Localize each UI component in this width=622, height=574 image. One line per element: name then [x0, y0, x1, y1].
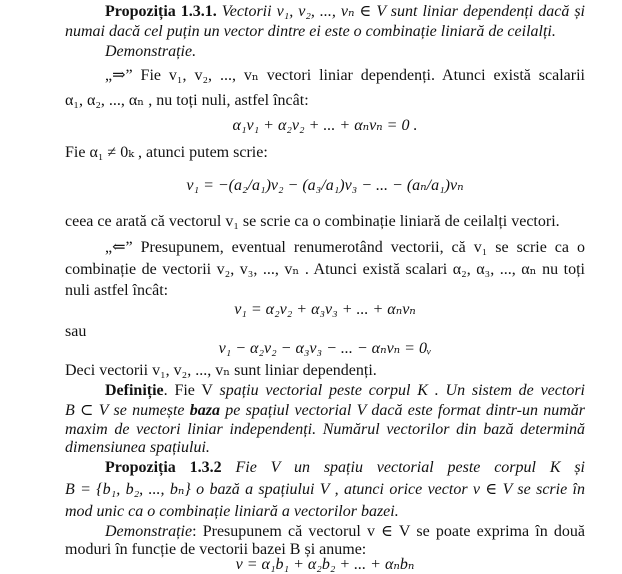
definition-text-a: B ⊂ V se numește [65, 402, 190, 419]
proposition-1-3-1-text-cont: numai dacă cel puțin un vector dintre ei este o combinație liniară de ceilalți. [65, 23, 556, 40]
proposition-1-3-2-text: Fie V un spațiu vectorial peste corpul K și [221, 459, 586, 476]
proposition-1-3-2-text-cont: B = {b₁, b₂, ..., bₙ} o bază a spațiului V , atunci orice vector v ∈ V se scrie în [65, 481, 585, 498]
proof-backward-text-cont: combinație de vectorii v₂, v₃, ..., vₙ . Atunci există scalari α₂, α₃, ..., αₙ nu toți [65, 261, 585, 278]
proposition-1-3-1-line-2 [65, 22, 585, 41]
equation-4-text: v₁ − α₂v₂ − α₃v₃ − ... − αₙvₙ = 0ᵥ [218, 340, 432, 357]
equation-2 [65, 176, 585, 195]
proof-2-text: : Presupunem că vectorul v ∈ V se poate exprima în două [192, 523, 585, 540]
equation-3 [65, 300, 585, 319]
definition-text-d: dimensiunea spațiului. [65, 439, 210, 456]
proposition-1-3-2-line-1 [105, 458, 585, 477]
equation-1-text: α₁v₁ + α₂v₂ + ... + αₙvₙ = 0 . [232, 117, 418, 134]
proof-conclusion [65, 361, 585, 380]
definition-text-b: pe spațiul vectorial V dacă este format dintr-un număr [220, 402, 586, 419]
proof-backward-text: „⇐” Presupunem, eventual renumerotând vectorii, că v₁ se scrie ca o [105, 239, 585, 256]
equation-4 [65, 339, 585, 358]
definition-text: spațiu vectorial peste corpul K . Un sistem de vectori [219, 382, 585, 399]
proof-conclusion-text: Deci vectorii v₁, v₂, ..., vₙ sunt liniar dependenți. [65, 362, 377, 379]
demonstration-label: Demonstrație. [105, 43, 197, 60]
definition-line-3 [65, 420, 585, 439]
proof-forward-text-cont: α₁, α₂, ..., αₙ , nu toți nuli, astfel încât: [65, 92, 309, 109]
definition-line-1 [105, 381, 585, 400]
equation-5 [65, 555, 585, 574]
equation-5-text: v = α₁b₁ + α₂b₂ + ... + αₙbₙ [235, 556, 415, 573]
proposition-1-3-1-title: Propoziția 1.3.1. [105, 3, 217, 20]
proof-backward-text-3: nuli astfel încât: [65, 282, 169, 299]
equation-3-text: v₁ = α₂v₂ + α₃v₃ + ... + αₙvₙ [234, 301, 416, 318]
proof-backward-line-1 [105, 238, 585, 257]
proof-forward-line-2 [65, 91, 585, 110]
proof-forward-conclusion: ceea ce arată că vectorul v₁ se scrie ca o combinație liniară de ceilalți vectori. [65, 213, 560, 230]
proof-2-label: Demonstrație [105, 523, 193, 540]
definition-keyword-baza: baza [189, 402, 221, 419]
equation-2-text: v₁ = −(a₂/a₁)v₂ − (a₃/a₁)v₃ − ... − (aₙ/a₁)vₙ [186, 177, 464, 194]
proof-backward-line-2 [65, 260, 585, 279]
definition-text-c: maxim de vectori liniar independenți. Numărul vectorilor din bază determină [65, 421, 585, 438]
definition-line-2 [65, 401, 585, 420]
proof-backward-sau: sau [65, 323, 87, 340]
definition-title: Definiție [105, 382, 164, 399]
proposition-1-3-2-title: Propoziția 1.3.2 [105, 459, 222, 476]
definition-line-4 [65, 438, 585, 457]
equation-1 [65, 116, 585, 135]
proof-2-text-cont: moduri în funcție de vectorii bazei B și anume: [65, 541, 367, 558]
demonstration-heading [105, 42, 585, 61]
proof-backward-line-3 [65, 281, 585, 300]
proposition-1-3-2-text-end: mod unic ca o combinație liniară a vectorilor bazei. [65, 503, 399, 520]
proposition-1-3-2-line-2 [65, 480, 585, 499]
proposition-1-3-1-text: Vectorii v₁, v₂, ..., vₙ ∈ V sunt liniar dependenți dacă și [216, 3, 585, 20]
proposition-1-3-1-line-1 [105, 2, 585, 21]
proof-forward-line-1 [105, 66, 585, 85]
definition-text-plain: . Fie V [163, 382, 220, 399]
proof-forward-text: „⇒” Fie v₁, v₂, ..., vₙ vectori liniar dependenți. Atunci există scalarii [105, 67, 585, 84]
proof-2-line-1 [105, 522, 585, 541]
proof-forward-text-3: Fie α₁ ≠ 0ₖ , atunci putem scrie: [65, 144, 268, 161]
proof-forward-line-4 [65, 212, 585, 231]
proposition-1-3-2-line-3 [65, 502, 585, 521]
proof-forward-line-3 [65, 143, 585, 162]
